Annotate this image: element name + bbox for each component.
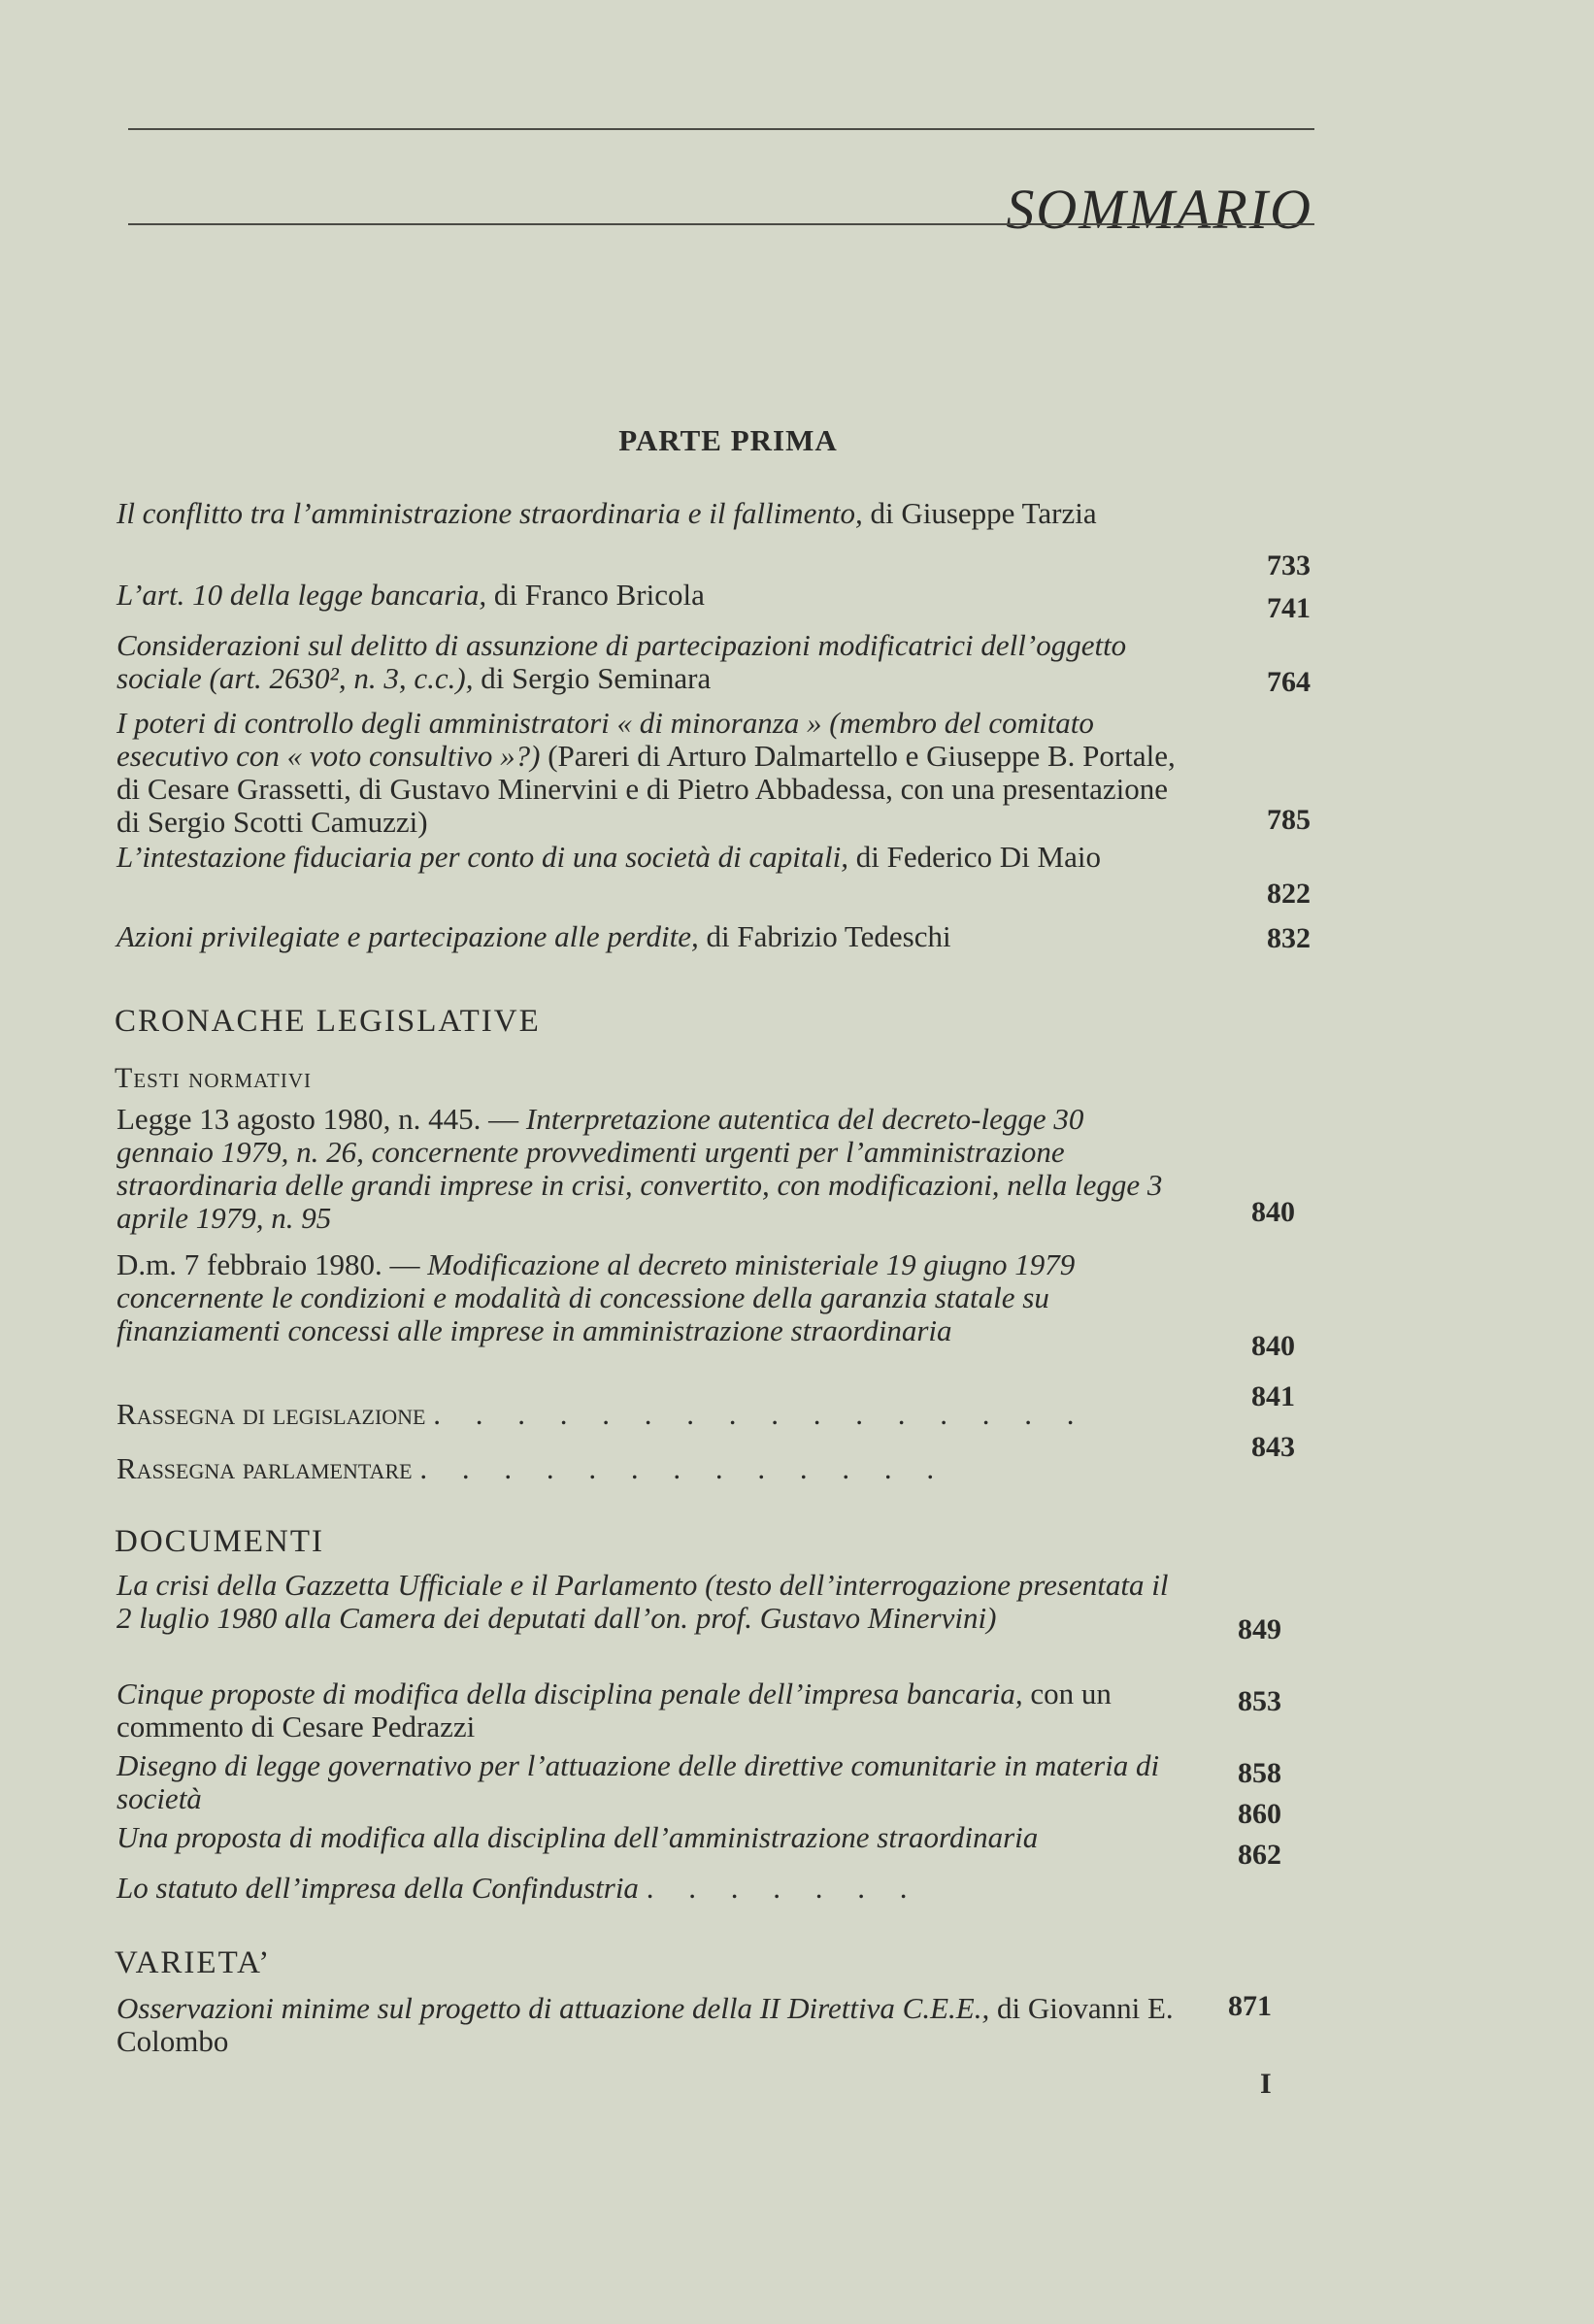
toc-entry <box>116 1569 1175 1635</box>
entry-title: Rassegna parlamentare <box>116 1451 413 1485</box>
entry-author: di Giovanni E. Colombo <box>116 1991 1174 2058</box>
page-number: 764 <box>1267 666 1311 698</box>
page-number: 871 <box>1228 1990 1272 2022</box>
sub-heading-testi-normativi: Testi normativi <box>115 1062 312 1094</box>
entry-author: di Giuseppe Tarzia <box>862 496 1097 530</box>
section-heading-parte-prima: PARTE PRIMA <box>618 423 838 457</box>
toc-entry <box>116 1677 1175 1743</box>
page-number: 785 <box>1267 804 1311 836</box>
entry-title: I poteri di controllo degli amministratori « di minoranza » (membro del comitato esecutivo con « voto consultivo »?) <box>116 706 1094 773</box>
entry-title: L’art. 10 della legge bancaria, <box>116 578 487 612</box>
entry-title: Lo statuto dell’impresa della Confindustria <box>116 1871 639 1905</box>
entry-title: Rassegna di legislazione <box>116 1397 426 1431</box>
page-number: 860 <box>1238 1798 1281 1830</box>
page-title: SOMMARIO <box>1006 178 1312 241</box>
section-heading-cronache: CRONACHE LEGISLATIVE <box>115 1004 541 1039</box>
entry-author: di Federico Di Maio <box>847 840 1101 874</box>
page-number: 858 <box>1238 1757 1281 1789</box>
header-rule-top <box>128 128 1314 130</box>
toc-entry <box>116 1992 1175 2058</box>
dot-leader: . . . . . . . . . . . . . . . . <box>433 1397 1088 1431</box>
page-number: 741 <box>1267 592 1311 624</box>
toc-entry-rassegna-legislazione <box>116 1398 1184 1431</box>
toc-entry <box>116 1821 1175 1854</box>
toc-entry <box>116 707 1184 839</box>
entry-author: (Pareri di Arturo Dalmartello e Giuseppe B. Portale, di Cesare Grassetti, di Gustavo Minervini e di Pietro Abbadessa, con una presentazione di Sergio Scotti Camuzzi) <box>116 739 1176 839</box>
toc-entry-rassegna-parlamentare <box>116 1452 1184 1485</box>
page-number: 733 <box>1267 549 1311 581</box>
entry-title: Il conflitto tra l’amministrazione straordinaria e il fallimento, <box>116 496 863 530</box>
toc-entry <box>116 579 1184 612</box>
page-number: 862 <box>1238 1839 1281 1871</box>
entry-title: Disegno di legge governativo per l’attuazione delle direttive comunitarie in materia di società <box>116 1748 1160 1815</box>
section-heading-varieta: VARIETA’ <box>115 1945 272 1980</box>
toc-entry <box>116 1248 1175 1347</box>
entry-author: (testo dell’interrogazione presentata il 2 luglio 1980 alla Camera dei deputati dall’on. prof. Gustavo Minervini) <box>116 1568 1169 1635</box>
entry-author: con un commento di Cesare Pedrazzi <box>116 1677 1112 1743</box>
entry-author: di Franco Bricola <box>486 578 705 612</box>
folio-number: I <box>1260 2068 1272 2100</box>
entry-title: Una proposta di modifica alla disciplina dell’amministrazione straordinaria <box>116 1820 1039 1854</box>
toc-entry <box>116 629 1184 695</box>
entry-title: Cinque proposte di modifica della disciplina penale dell’impresa bancaria, <box>116 1677 1023 1710</box>
toc-entry <box>116 1872 1175 1905</box>
page-number: 849 <box>1238 1613 1281 1645</box>
page-number: 843 <box>1251 1431 1295 1463</box>
toc-entry <box>116 1749 1175 1815</box>
entry-title: Osservazioni minime sul progetto di attuazione della II Direttiva C.E.E., <box>116 1991 990 2025</box>
toc-entry <box>116 841 1184 874</box>
page-number: 841 <box>1251 1380 1295 1412</box>
entry-prefix: D.m. 7 febbraio 1980. — <box>116 1247 428 1281</box>
toc-entry <box>116 497 1184 530</box>
page-number: 840 <box>1251 1330 1295 1362</box>
section-heading-documenti: DOCUMENTI <box>115 1524 324 1559</box>
page-number: 832 <box>1267 922 1311 954</box>
header-rule-bottom <box>128 223 1314 225</box>
entry-title: L’intestazione fiduciaria per conto di una società di capitali, <box>116 840 848 874</box>
entry-prefix: Legge 13 agosto 1980, n. 445. — <box>116 1102 526 1136</box>
dot-leader: . . . . . . . . . . . . . <box>419 1451 948 1485</box>
entry-title: Modificazione al decreto ministeriale 19 giugno 1979 concernente le condizioni e modalità di concessione della garanzia statale su finanziamenti concessi alle imprese in amministrazione straordinaria <box>116 1247 1076 1347</box>
toc-entry <box>116 1103 1175 1235</box>
entry-title: La crisi della Gazzetta Ufficiale e il Parlamento <box>116 1568 698 1602</box>
entry-author: di Sergio Seminara <box>473 661 712 695</box>
page-number: 840 <box>1251 1196 1295 1228</box>
entry-title: Interpretazione autentica del decreto-legge 30 gennaio 1979, n. 26, concernente provvedimenti urgenti per l’amministrazione straordinaria delle grandi imprese in crisi, convertito, con modificazioni, nella legge 3 aprile 1979, n. 95 <box>116 1102 1163 1235</box>
dot-leader: . . . . . . . <box>646 1871 921 1905</box>
page-number: 853 <box>1238 1685 1281 1717</box>
page-number: 822 <box>1267 878 1311 910</box>
entry-title: Considerazioni sul delitto di assunzione di partecipazioni modificatrici dell’oggetto sociale (art. 2630², n. 3, c.c.), <box>116 628 1127 695</box>
toc-entry <box>116 920 1184 953</box>
entry-title: Azioni privilegiate e partecipazione alle perdite, <box>116 919 699 953</box>
entry-author: di Fabrizio Tedeschi <box>698 919 951 953</box>
